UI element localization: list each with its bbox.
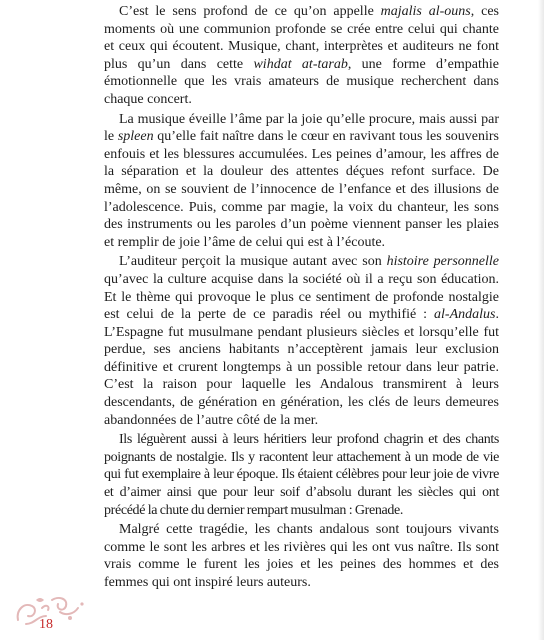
paragraph-3-seg-3: qu’avec la culture acquise dans la société où il a reçu son éducation. Et le thème qui provoque le plus ce sentiment de profonde nostalgie est celui de la perte de ce paradis réel ou mythifié : bbox=[104, 271, 499, 323]
paragraph-1-seg-1: C’est le sens profond de ce qu’on appelle bbox=[119, 4, 381, 19]
paragraph-2-seg-2: spleen bbox=[117, 129, 154, 145]
paragraph-1-seg-3: , ces moments où une communion profonde se crée entre celui qui chante et ceux qui écoutent. Musique, chant, interprètes et auditeurs ne font plus qu’un dans cette bbox=[104, 4, 499, 72]
paragraph-2-seg-3: qu’elle fait naître dans le cœur en ravivant tous les souvenirs enfouis et les blessures accumulées. Les peines d’amour, les affres de la séparation et la douleur des attentes déçues refont surface. De même, on se souvient de l’innocence de l’enfance et des illusions de l’adolescence. Puis, comme par magie, la voix du chanteur, les sons des instruments ou les paroles d’un poème viennent panser les plaies et remplir de joie l’âme de celui qui est à l’écoute. bbox=[104, 129, 500, 250]
paragraph-5 bbox=[104, 521, 499, 591]
paragraph-2 bbox=[104, 111, 499, 252]
paragraph-2-seg-1: La musique éveille l’âme par la joie qu’elle procure, mais aussi par le bbox=[104, 111, 499, 145]
paragraph-1-seg-5: , une forme d’empathie émotionnelle que les vrais amateurs de musique recherchent dans chaque concert. bbox=[104, 56, 499, 107]
page-number: 18 bbox=[39, 617, 53, 632]
paragraph-4-seg-1: Ils léguèrent aussi à leurs héritiers leur profond chagrin et des chants poignants de nostalgie. Ils y racontent leur attachement à un mode de vie qui fut exemplaire à leur époque. Ils étaient célèbres pour leur joie de vivre et d’aimer ainsi que pour leur soif d’absolu durant les siècles qui ont précédé la chute du dernier rempart musulman : Grenade. bbox=[104, 432, 499, 518]
paragraph-1-seg-4: wihdat at-tarab bbox=[253, 56, 348, 72]
paragraph-3-seg-4: al-Andalus bbox=[434, 307, 496, 323]
paragraph-3-seg-5: . L’Espagne fut musulmane pendant plusieurs siècles et lorsqu’elle fut perdue, ses anciens habitants n’acceptèrent jamais leur exclusion définitive et crurent longtemps à un possible retour dans leur patrie. C’est la raison pour laquelle les Andalous transmirent à leurs descendants, de génération en génération, les clés de leurs demeures abandonnées de l’autre côté de la mer. bbox=[104, 307, 499, 428]
paragraph-3-seg-1: L’auditeur perçoit la musique autant avec son bbox=[119, 254, 387, 270]
paragraph-3-seg-2: histoire personnelle bbox=[386, 254, 500, 270]
paragraph-3 bbox=[104, 253, 499, 429]
paragraph-5-seg-1: Malgré cette tragédie, les chants andalous sont toujours vivants comme le sont les arbres et les rivières qui les ont vus naître. Ils sont vrais comme le furent les joies et les peines des hommes et des femmes qui ont inspiré leurs auteurs. bbox=[104, 522, 499, 590]
page-edge bbox=[538, 0, 544, 640]
paragraph-1 bbox=[104, 3, 499, 109]
paragraph-4 bbox=[104, 431, 499, 519]
paragraph-1-seg-2: majalis al-ouns bbox=[380, 4, 471, 19]
body-text bbox=[104, 3, 499, 594]
